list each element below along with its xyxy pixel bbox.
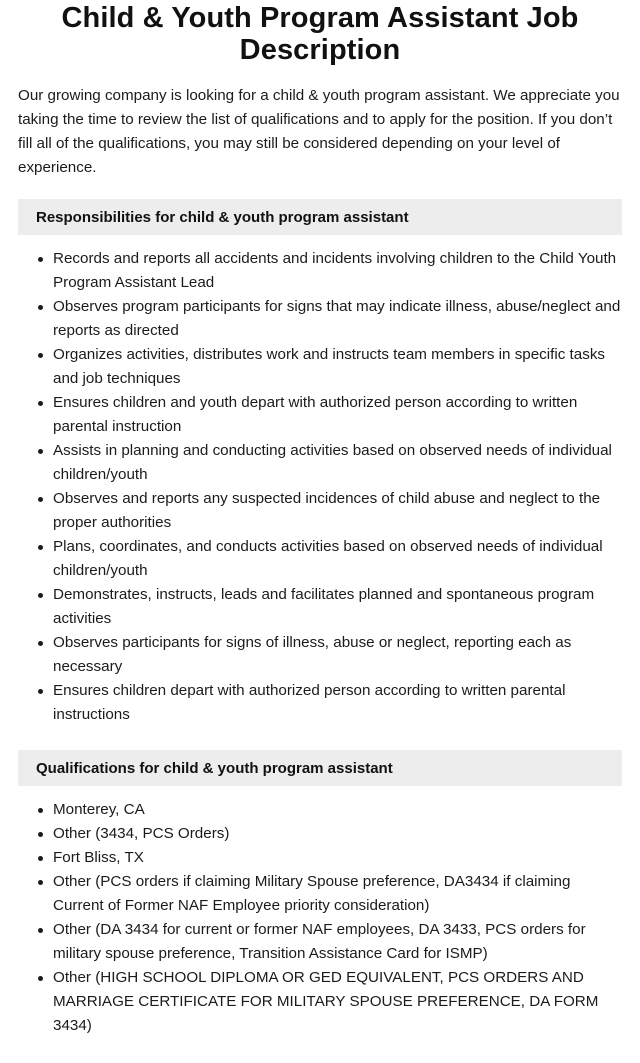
list-item: Other (HIGH SCHOOL DIPLOMA OR GED EQUIVALENT, PCS ORDERS AND MARRIAGE CERTIFICATE FOR MILITARY SPOUSE PREFERENCE, DA FORM 3434) (18, 966, 622, 1038)
list-item: Assists in planning and conducting activities based on observed needs of individual children/youth (18, 439, 622, 487)
responsibilities-heading: Responsibilities for child & youth program assistant (18, 199, 622, 235)
list-item: Organizes activities, distributes work and instructs team members in specific tasks and job techniques (18, 343, 622, 391)
list-item: Ensures children and youth depart with authorized person according to written parental instruction (18, 391, 622, 439)
list-item: Demonstrates, instructs, leads and facilitates planned and spontaneous program activities (18, 583, 622, 631)
list-item: Observes program participants for signs that may indicate illness, abuse/neglect and reports as directed (18, 295, 622, 343)
list-item: Plans, coordinates, and conducts activities based on observed needs of individual children/youth (18, 535, 622, 583)
list-item: Observes and reports any suspected incidences of child abuse and neglect to the proper authorities (18, 487, 622, 535)
responsibilities-list (18, 247, 622, 727)
qualifications-list (18, 798, 622, 1038)
qualifications-heading: Qualifications for child & youth program assistant (18, 750, 622, 786)
list-item: Ensures children depart with authorized person according to written parental instructions (18, 679, 622, 727)
list-item: Monterey, CA (18, 798, 622, 822)
list-item: Other (3434, PCS Orders) (18, 822, 622, 846)
list-item: Other (PCS orders if claiming Military Spouse preference, DA3434 if claiming Current of Former NAF Employee priority consideration) (18, 870, 622, 918)
list-item: Fort Bliss, TX (18, 846, 622, 870)
page-title: Child & Youth Program Assistant Job Description (61, 2, 579, 66)
intro-paragraph: Our growing company is looking for a child & youth program assistant. We appreciate you taking the time to review the list of qualifications and to apply for the position. If you don’t fill all of the qualifications, you may still be considered depending on your level of experience. (18, 87, 620, 176)
list-item: Observes participants for signs of illness, abuse or neglect, reporting each as necessary (18, 631, 622, 679)
list-item: Other (DA 3434 for current or former NAF employees, DA 3433, PCS orders for military spouse preference, Transition Assistance Card for ISMP) (18, 918, 622, 966)
list-item: Records and reports all accidents and incidents involving children to the Child Youth Program Assistant Lead (18, 247, 622, 295)
